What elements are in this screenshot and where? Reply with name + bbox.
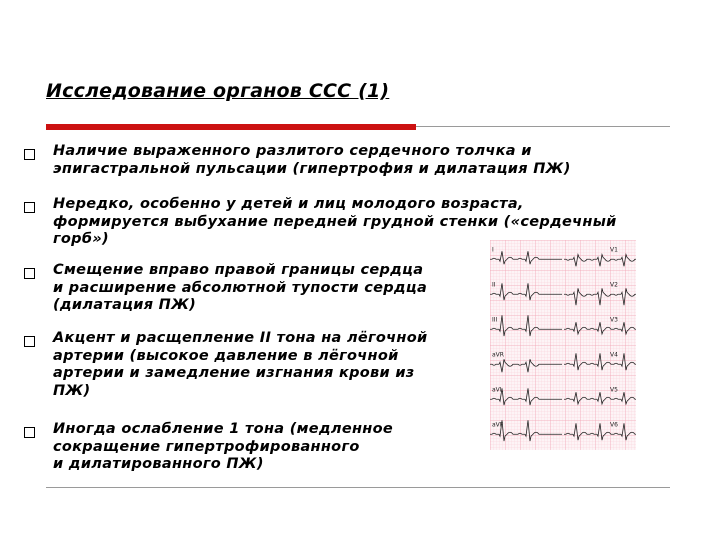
ecg-lead-label: V3 [610,316,618,324]
ecg-lead-label: V5 [610,386,618,394]
ecg-lead-label: V2 [610,281,618,289]
bullet-item-5 [53,421,393,474]
bullet-item-3-line: и расширение абсолютной тупости сердца [53,279,428,296]
bullet-item-4-line: артерии и замедление изгнания крови из [53,365,415,381]
ecg-lead-label: V6 [610,421,618,429]
bullet-item-4 [53,330,427,400]
bullet-item-4-line: Акцент и расщепление II тона на лёгочной [53,330,428,346]
bullet-item-2-line: Нередко, особенно у детей и лиц молодого возраста, [53,196,524,212]
ecg-lead-label: II [492,281,496,289]
bullet-item-1-line: эпигастральной пульсации (гипертрофия и дилатация ПЖ) [53,160,571,177]
ecg-grid [490,240,636,450]
ecg-lead-label: aVR [492,351,504,359]
square-bullet-icon [24,427,35,438]
bullet-item-5-line: сокращение гипертрофированного [53,438,360,455]
bullet-item-2-line: горб») [53,231,109,247]
bullet-item-3-line: Смещение вправо правой границы сердца [53,262,424,278]
bullet-item-4-line: ПЖ) [53,382,91,399]
bullet-item-3 [53,262,427,315]
footer-divider-line [46,487,670,488]
square-bullet-icon [24,149,35,160]
ecg-lead-label: aVL [492,386,504,394]
ecg-lead-label: V1 [610,246,618,254]
ecg-lead-label: III [492,316,498,324]
slide-title: Исследование органов ССС (1) [46,80,390,102]
ecg-lead-label: I [492,246,494,254]
bullet-item-5-line: Иногда ослабление 1 тона (медленное [53,421,393,437]
square-bullet-icon [24,202,35,213]
bullet-item-3-line: (дилатация ПЖ) [53,297,197,313]
square-bullet-icon [24,336,35,347]
bullet-item-1-line: Наличие выраженного разлитого сердечного толчка и [53,143,532,159]
bullet-item-5-line: и дилатированного ПЖ) [53,456,264,472]
ecg-lead-label: aVF [492,421,504,429]
title-divider-line [416,126,670,127]
bullet-item-1 [53,143,571,178]
title-accent-rule [46,124,416,130]
ecg-strip-image [490,240,636,450]
bullet-item-4-line: артерии (высокое давление в лёгочной [53,347,399,364]
ecg-lead-label: V4 [610,351,618,359]
square-bullet-icon [24,268,35,279]
bullet-item-2-line: формируется выбухание передней грудной стенки («сердечный [53,213,617,230]
